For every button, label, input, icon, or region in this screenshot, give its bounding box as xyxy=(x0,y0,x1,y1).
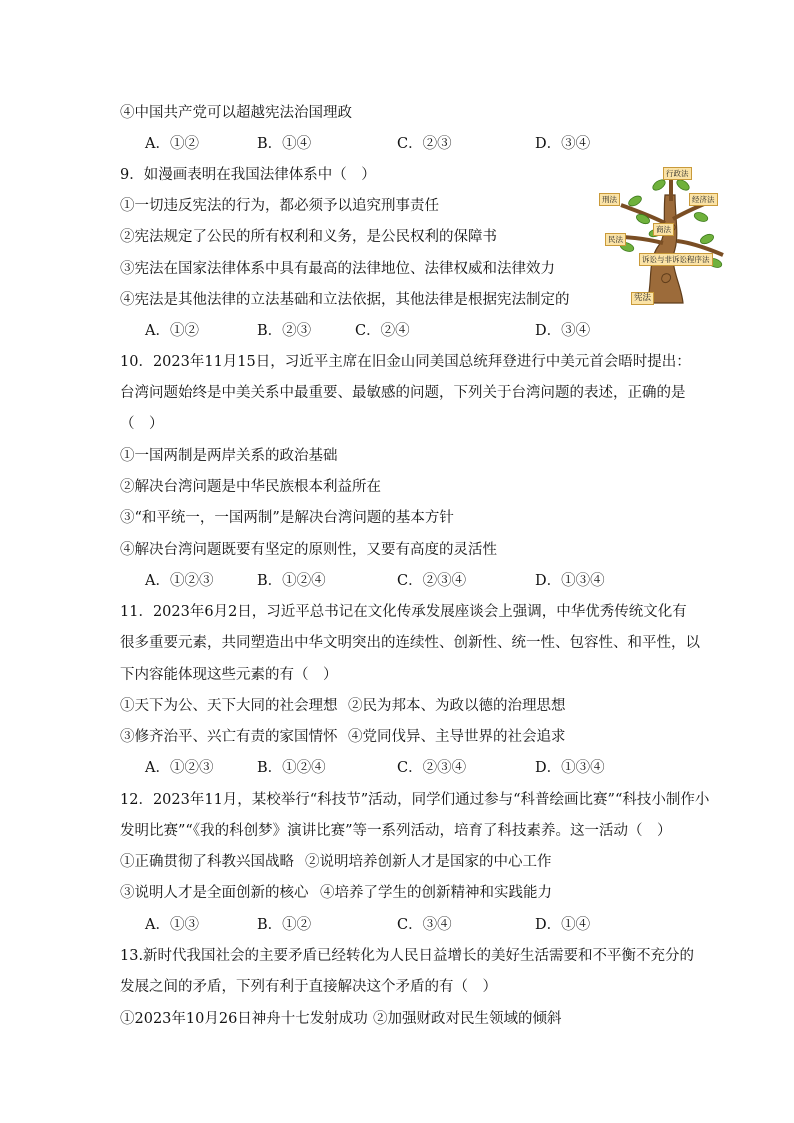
q11-item-3: ③修齐治平、兴亡有责的家国情怀 xyxy=(120,729,338,745)
q8-option-d[interactable]: D．③④ xyxy=(535,136,591,152)
q10-item-1: ①一国两制是两岸关系的政治基础 xyxy=(120,448,338,464)
q9-option-c[interactable]: C．②④ xyxy=(355,323,410,339)
tree-label-civil-law: 民法 xyxy=(605,233,626,246)
tree-label-procedure-law: 诉讼与非诉讼程序法 xyxy=(639,253,713,266)
tree-label-constitution: 宪法 xyxy=(631,292,654,305)
law-tree-cartoon xyxy=(597,163,739,308)
q9-item-4: ④宪法是其他法律的立法基础和立法依据，其他法律是根据宪法制定的 xyxy=(120,292,570,308)
tree-label-economic-law: 经济法 xyxy=(689,193,718,206)
q10-stem-line-3: （ ） xyxy=(120,416,164,432)
q13-item-1: ①2023年10月26日神舟十七发射成功 xyxy=(120,1011,368,1027)
q11-stem-line-3: 下内容能体现这些元素的有（ ） xyxy=(120,667,338,683)
q12-item-4: ④培养了学生的创新精神和实践能力 xyxy=(320,885,552,901)
q9-item-2: ②宪法规定了公民的所有权利和义务，是公民权利的保障书 xyxy=(120,229,497,245)
q11-stem-line-1: 11．2023年6月2日，习近平总书记在文化传承发展座谈会上强调，中华优秀传统文化有 xyxy=(120,604,687,620)
q11-stem-line-2: 很多重要元素，共同塑造出中华文明突出的连续性、创新性、统一性、包容性、和平性，以 xyxy=(120,635,700,651)
q10-option-a[interactable]: A．①②③ xyxy=(145,573,214,589)
q10-item-4: ④解决台湾问题既要有坚定的原则性，又要有高度的灵活性 xyxy=(120,542,497,558)
q9-item-1: ①一切违反宪法的行为，都必须予以追究刑事责任 xyxy=(120,198,439,214)
q13-stem-line-1: 13.新时代我国社会的主要矛盾已经转化为人民日益增长的美好生活需要和不平衡不充分的 xyxy=(120,948,695,964)
q9-item-3: ③宪法在国家法律体系中具有最高的法律地位、法律权威和法律效力 xyxy=(120,261,555,277)
q9-option-d[interactable]: D．③④ xyxy=(535,323,591,339)
q11-item-4: ④党同伐异、主导世界的社会追求 xyxy=(348,729,566,745)
q9-option-a[interactable]: A．①② xyxy=(145,323,199,339)
q11-option-b[interactable]: B．①②④ xyxy=(257,760,326,776)
q12-item-2: ②说明培养创新人才是国家的中心工作 xyxy=(305,854,552,870)
q10-option-d[interactable]: D．①③④ xyxy=(535,573,605,589)
q13-stem-line-2: 发展之间的矛盾，下列有利于直接解决这个矛盾的有（ ） xyxy=(120,979,497,995)
q10-stem-line-2: 台湾问题始终是中美关系中最重要、最敏感的问题，下列关于台湾问题的表述，正确的是 xyxy=(120,385,686,401)
q10-option-c[interactable]: C．②③④ xyxy=(397,573,467,589)
q8-option-c[interactable]: C．②③ xyxy=(397,136,452,152)
tree-label-criminal-law: 刑法 xyxy=(599,193,620,206)
q8-item-4: ④中国共产党可以超越宪法治国理政 xyxy=(120,105,352,121)
tree-label-commercial-law: 商法 xyxy=(653,223,674,236)
q11-option-a[interactable]: A．①②③ xyxy=(145,760,214,776)
q8-option-b[interactable]: B．①④ xyxy=(257,136,312,152)
q12-option-a[interactable]: A．①③ xyxy=(145,917,199,933)
q11-item-1: ①天下为公、天下大同的社会理想 xyxy=(120,698,338,714)
q9-stem: 9．如漫画表明在我国法律体系中（ ） xyxy=(120,167,376,183)
q11-option-d[interactable]: D．①③④ xyxy=(535,760,605,776)
q9-option-b[interactable]: B．②③ xyxy=(257,323,312,339)
q11-option-c[interactable]: C．②③④ xyxy=(397,760,467,776)
q12-stem-line-2: 发明比赛”“《我的科创梦》演讲比赛”等一系列活动，培育了科技素养。这一活动（ ） xyxy=(120,823,672,839)
q11-item-2: ②民为邦本、为政以德的治理思想 xyxy=(348,698,566,714)
q10-item-3: ③“和平统一，一国两制”是解决台湾问题的基本方针 xyxy=(120,510,454,526)
q12-option-d[interactable]: D．①④ xyxy=(535,917,591,933)
q12-item-3: ③说明人才是全面创新的核心 xyxy=(120,885,309,901)
q13-item-2: ②加强财政对民生领域的倾斜 xyxy=(373,1011,562,1027)
q12-option-c[interactable]: C．③④ xyxy=(397,917,452,933)
q12-option-b[interactable]: B．①② xyxy=(257,917,312,933)
q8-option-a[interactable]: A．①② xyxy=(145,136,199,152)
tree-label-administrative-law: 行政法 xyxy=(663,167,692,180)
q10-item-2: ②解决台湾问题是中华民族根本利益所在 xyxy=(120,479,381,495)
q10-stem-line-1: 10．2023年11月15日，习近平主席在旧金山同美国总统拜登进行中美元首会晤时提出： xyxy=(120,354,691,370)
q10-option-b[interactable]: B．①②④ xyxy=(257,573,326,589)
q12-item-1: ①正确贯彻了科教兴国战略 xyxy=(120,854,294,870)
q12-stem-line-1: 12．2023年11月，某校举行“科技节”活动，同学们通过参与“科普绘画比赛”“科技小制作小 xyxy=(120,792,710,808)
